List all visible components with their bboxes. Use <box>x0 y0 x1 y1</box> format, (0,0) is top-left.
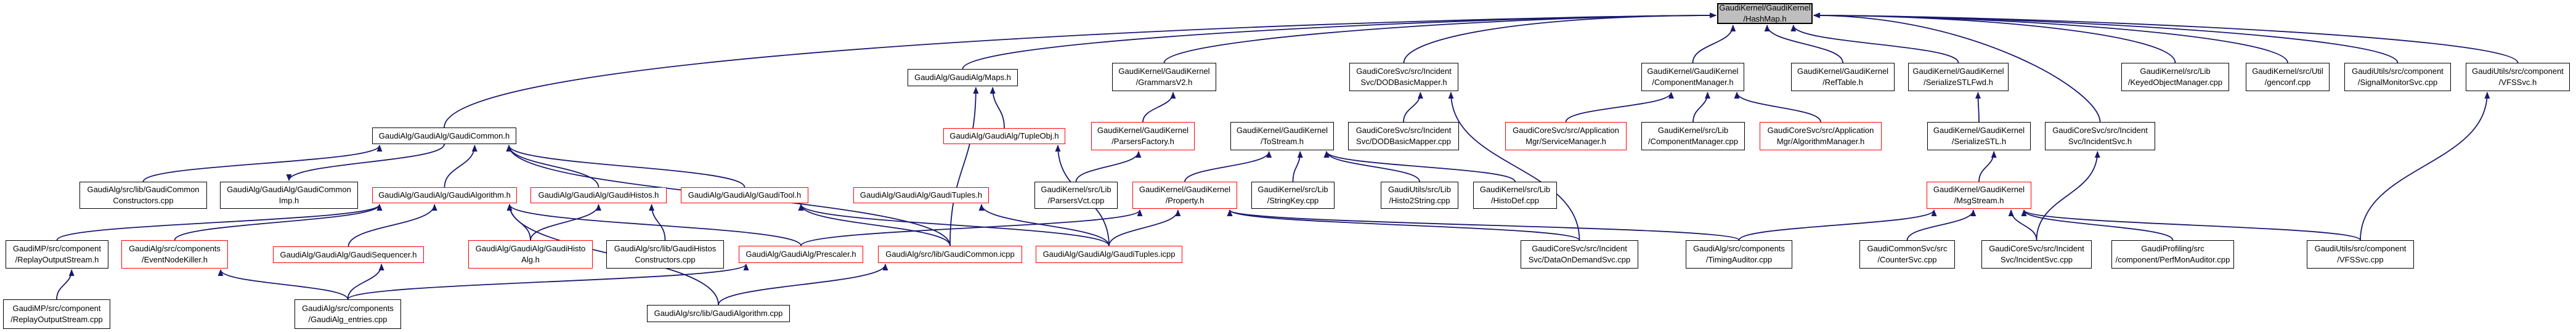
graph-node-label: /ReplayOutputStream.h <box>15 255 99 264</box>
graph-node-label: GaudiAlg/GaudiAlg/GaudiCommon.h <box>378 131 510 140</box>
edge-property_h-to-tostream_h <box>1185 152 1269 182</box>
graph-node-label: /VFSSvc.cpp <box>2337 255 2384 264</box>
graph-node-eventnodekiller_h[interactable] <box>121 240 228 269</box>
edge-prescaler_h-to-property_h <box>801 210 1140 246</box>
graph-node-label: /CounterSvc.cpp <box>1877 255 1937 264</box>
graph-node-label: Svc/DODBasicMapper.cpp <box>1356 137 1451 146</box>
graph-node-label: GaudiCoreSvc/src/Incident <box>1356 67 1452 76</box>
graph-node-label: Svc/IncidentSvc.cpp <box>2000 255 2073 264</box>
graph-node-label: /GaudiAlg_entries.cpp <box>308 315 388 324</box>
edge-maps_h-to-hashmap <box>963 15 1717 69</box>
graph-node-label: Alg.h <box>521 255 540 264</box>
edge-vfssvc_cpp-to-vfssvc_h <box>2360 92 2487 240</box>
graph-node-label: GaudiKernel/src/Lib <box>2140 67 2211 76</box>
graph-node-gaudicommon_icpp[interactable] <box>878 246 1022 263</box>
edge-gaudituples_icpp-to-property_h <box>1109 210 1178 246</box>
edge-serializestl_h-to-serializestlfwd_h <box>1978 92 1979 122</box>
graph-node-label: GaudiKernel/src/Lib <box>1258 185 1328 194</box>
graph-node-maps_h[interactable] <box>908 69 1018 86</box>
graph-node-label: /Property.h <box>1165 196 1205 205</box>
graph-node-label: GaudiKernel/GaudiKernel <box>1139 185 1231 194</box>
graph-node-label: Mgr/ServiceManager.h <box>1526 137 1606 146</box>
graph-node-histodef_cpp[interactable] <box>1473 182 1557 209</box>
graph-node-label: /HashMap.h <box>1743 14 1787 23</box>
graph-node-label: Constructors.cpp <box>113 196 174 205</box>
graph-node-label: GaudiAlg/GaudiAlg/GaudiTuples.h <box>859 190 983 200</box>
graph-node-label: GaudiKernel/GaudiKernel <box>1719 3 1811 12</box>
graph-node-label: GaudiKernel/GaudiKernel <box>1097 126 1189 135</box>
graph-node-servicemanager_h[interactable] <box>1505 122 1627 150</box>
edge-gaudituples_icpp-to-gaudituples_h <box>981 204 1109 246</box>
graph-node-replayoutputstream_cpp[interactable] <box>3 299 110 329</box>
graph-node-gaudialgorithm_h[interactable] <box>372 187 517 203</box>
graph-node-label: GaudiAlg/src/components <box>1693 244 1785 253</box>
graph-node-hashmap[interactable] <box>1717 3 1813 24</box>
graph-node-dataondemandsvc_cpp[interactable] <box>1521 240 1638 269</box>
graph-node-label: Svc/DataOnDemandSvc.cpp <box>1528 255 1631 264</box>
graph-node-parsersfactory_h[interactable] <box>1091 122 1195 150</box>
edge-genconf_cpp-to-hashmap <box>1814 15 2288 63</box>
graph-node-gaudituples_icpp[interactable] <box>1036 246 1182 263</box>
graph-node-tupleobj_h[interactable] <box>943 128 1065 144</box>
graph-node-label: /StringKey.cpp <box>1267 196 1319 205</box>
graph-node-label: /GrammarsV2.h <box>1136 78 1193 87</box>
graph-node-label: GaudiKernel/GaudiKernel <box>1912 67 2004 76</box>
graph-node-label: /VFSSvc.h <box>2498 78 2537 87</box>
graph-node-countersvc_cpp[interactable] <box>1859 240 1955 269</box>
graph-node-gaudicommonconstructors_cpp[interactable] <box>79 182 207 209</box>
graph-node-label: GaudiProfiling/src <box>2141 244 2204 253</box>
graph-node-label: Mgr/AlgorithmManager.h <box>1776 137 1865 146</box>
edge-componentmanager_cpp-to-componentmanager_h <box>1693 92 1708 122</box>
edge-gaudialg_entries_cpp-to-eventnodekiller_h <box>221 270 348 299</box>
graph-node-label: GaudiKernel/GaudiKernel <box>1118 67 1210 76</box>
edge-dodbasicmapper_cpp-to-dodbasicmapper_h <box>1404 92 1420 122</box>
edge-tupleobj_h-to-maps_h <box>993 87 1004 128</box>
edge-eventnodekiller_h-to-gaudialgorithm_h <box>175 204 380 240</box>
graph-node-label: Constructors.cpp <box>635 255 696 264</box>
graph-node-serializestlfwd_h[interactable] <box>1908 63 2009 91</box>
graph-node-label: GaudiCoreSvc/src/Application <box>1767 126 1874 135</box>
graph-node-componentmanager_h[interactable] <box>1641 63 1744 91</box>
graph-node-tostream_h[interactable] <box>1230 122 1334 150</box>
graph-node-label: GaudiUtils/src/component <box>2472 67 2564 76</box>
edge-histodef_cpp-to-tostream_h <box>1327 152 1515 182</box>
edge-incidentsvc_cpp-to-incidentsvc_h <box>2037 152 2098 240</box>
edge-reftable_h-to-hashmap <box>1767 25 1843 63</box>
graph-node-label: GaudiKernel/GaudiKernel <box>1236 126 1328 135</box>
graph-node-incidentsvc_cpp[interactable] <box>1981 240 2092 269</box>
graph-node-label: /MsgStream.h <box>1954 196 2004 205</box>
graph-node-gauditool_h[interactable] <box>681 187 808 203</box>
graph-node-label: /genconf.cpp <box>2264 78 2311 87</box>
edge-gaudialgorithm_h-to-gaudicommon_h <box>445 145 475 187</box>
graph-node-stringkey_cpp[interactable] <box>1251 182 1335 209</box>
graph-node-label: /ComponentManager.h <box>1652 78 1734 87</box>
graph-node-label: GaudiAlg/GaudiAlg/GaudiHistos.h <box>538 190 659 200</box>
graph-node-label: /ParsersVct.cpp <box>1047 196 1105 205</box>
graph-node-label: GaudiKernel/GaudiKernel <box>1647 67 1739 76</box>
edge-serializestlfwd_h-to-hashmap <box>1794 25 1959 63</box>
graph-node-label: GaudiCoreSvc/src/Incident <box>1532 244 1627 253</box>
graph-node-label: GaudiKernel/GaudiKernel <box>1933 126 2025 135</box>
graph-node-vfssvc_cpp[interactable] <box>2307 240 2414 269</box>
graph-node-label: GaudiAlg/GaudiAlg/Maps.h <box>914 73 1011 82</box>
graph-node-label: GaudiKernel/src/Util <box>2252 67 2323 76</box>
graph-node-label: GaudiKernel/GaudiKernel <box>1797 67 1889 76</box>
graph-node-label: GaudiUtils/src/Lib <box>1388 185 1451 194</box>
graph-node-label: GaudiKernel/src/Lib <box>1657 126 1729 135</box>
graph-node-label: /Histo2String.cpp <box>1389 196 1450 205</box>
graph-node-label: /SerializeSTL.h <box>1951 137 2007 146</box>
graph-node-reftable_h[interactable] <box>1791 63 1895 91</box>
graph-node-dodbasicmapper_cpp[interactable] <box>1348 122 1459 150</box>
graph-node-label: GaudiAlg/src/lib/GaudiCommon <box>87 185 200 194</box>
graph-node-gaudihistosconstructors_cpp[interactable] <box>606 240 724 269</box>
edge-gaudihistosconstructors_cpp-to-gaudihistos_h <box>652 204 665 240</box>
graph-node-label: /HistoDef.cpp <box>1490 196 1540 205</box>
graph-node-componentmanager_cpp[interactable] <box>1641 122 1745 150</box>
graph-node-label: /ComponentManager.cpp <box>1648 137 1738 146</box>
edge-keyedobjectmanager_cpp-to-hashmap <box>1814 15 2176 63</box>
graph-node-label: GaudiAlg/GaudiAlg/GaudiAlgorithm.h <box>378 190 511 200</box>
edge-incidentsvc_cpp-to-msgstream_h <box>2011 210 2036 240</box>
edge-gauditool_h-to-gaudicommon_h <box>509 145 745 187</box>
graph-node-prescaler_h[interactable] <box>739 246 863 263</box>
graph-node-gaudicommon_h[interactable] <box>372 128 516 144</box>
edge-gaudicommon_h-to-gaudicommonimp_h <box>289 144 444 180</box>
graph-node-label: GaudiUtils/src/component <box>2314 244 2407 253</box>
graph-node-gaudituples_h[interactable] <box>853 187 989 203</box>
graph-node-replayoutputstream_h[interactable] <box>6 240 108 269</box>
graph-node-signalmonitorsvc_cpp[interactable] <box>2344 63 2451 91</box>
edge-histo2string_cpp-to-tostream_h <box>1327 152 1420 182</box>
graph-node-label: GaudiUtils/src/component <box>2352 67 2444 76</box>
graph-node-label: GaudiAlg/GaudiAlg/GaudiCommon <box>227 185 351 194</box>
edge-gaudicommon_icpp-to-maps_h <box>950 87 976 246</box>
graph-node-label: GaudiAlg/GaudiAlg/GaudiTuples.icpp <box>1042 249 1176 259</box>
edge-gaudihistos_h-to-gaudicommon_h <box>509 145 599 187</box>
graph-node-label: /SerializeSTLFwd.h <box>1924 78 1993 87</box>
graph-node-serializestl_h[interactable] <box>1927 122 2031 150</box>
edge-gaudihistoalg_h-to-gaudihistos_h <box>530 204 599 240</box>
graph-node-gaudisequencer_h[interactable] <box>273 246 424 263</box>
graph-node-label: /EventNodeKiller.h <box>142 255 208 264</box>
edge-stringkey_cpp-to-tostream_h <box>1293 152 1301 182</box>
edge-replayoutputstream_cpp-to-replayoutputstream_h <box>57 270 71 299</box>
graph-node-property_h[interactable] <box>1132 182 1237 209</box>
graph-node-label: GaudiCoreSvc/src/Application <box>1513 126 1619 135</box>
graph-node-gaudialgorithm_cpp[interactable] <box>647 305 790 322</box>
graph-node-parsersvct_cpp[interactable] <box>1034 182 1118 209</box>
graph-node-label: Imp.h <box>278 196 299 205</box>
graph-node-incidentsvc_h[interactable] <box>2045 122 2155 150</box>
edge-vfssvc_h-to-hashmap <box>1814 15 2518 63</box>
graph-node-gaudialg_entries_cpp[interactable] <box>295 299 401 329</box>
graph-node-label: GaudiCoreSvc/src/Incident <box>1989 244 2084 253</box>
graph-node-dodbasicmapper_h[interactable] <box>1349 63 1458 91</box>
edge-timingauditor_cpp-to-msgstream_h <box>1739 210 1935 240</box>
edge-gaudialgorithm_cpp-to-gaudicommon_icpp <box>718 264 885 305</box>
graph-node-timingauditor_cpp[interactable] <box>1686 240 1792 269</box>
graph-node-label: GaudiAlg/src/components <box>129 244 221 253</box>
graph-node-label: GaudiAlg/GaudiAlg/Prescaler.h <box>746 249 856 259</box>
graph-node-label: /SignalMonitorSvc.cpp <box>2357 78 2438 87</box>
graph-node-gaudihistos_h[interactable] <box>530 187 667 203</box>
edge-dodbasicmapper_h-to-hashmap <box>1404 15 1717 63</box>
edge-gaudicommonconstructors_cpp-to-gaudicommon_h <box>144 145 380 182</box>
graph-node-label: GaudiMP/src/component <box>12 244 102 253</box>
graph-node-gaudihistoalg_h[interactable] <box>468 240 593 269</box>
graph-node-label: GaudiAlg/GaudiAlg/GaudiTool.h <box>688 190 802 200</box>
edge-vfssvc_cpp-to-msgstream_h <box>2024 210 2360 240</box>
edge-replayoutputstream_h-to-gaudialgorithm_h <box>57 204 380 240</box>
edge-dataondemandsvc_cpp-to-property_h <box>1230 210 1580 240</box>
graph-node-msgstream_h[interactable] <box>1927 182 2031 209</box>
graph-node-label: /component/PerfMonAuditor.cpp <box>2115 255 2230 264</box>
graph-node-label: /RefTable.h <box>1822 78 1863 87</box>
edge-gaudicommon_h-to-hashmap <box>444 15 1716 128</box>
graph-node-label: GaudiKernel/GaudiKernel <box>1933 185 2025 194</box>
edge-componentmanager_h-to-hashmap <box>1693 25 1733 63</box>
graph-node-label: GaudiAlg/src/lib/GaudiCommon.icpp <box>885 249 1015 259</box>
graph-node-label: GaudiCommonSvc/src <box>1867 244 1948 253</box>
graph-node-label: GaudiCoreSvc/src/Incident <box>1355 126 1452 135</box>
edge-timingauditor_cpp-to-property_h <box>1230 210 1739 240</box>
graph-node-label: GaudiAlg/GaudiAlg/TupleObj.h <box>949 131 1059 140</box>
graph-node-label: GaudiAlg/GaudiAlg/GaudiSequencer.h <box>280 249 417 259</box>
graph-node-label: /KeyedObjectManager.cpp <box>2127 78 2223 87</box>
edge-perfmonauditor_cpp-to-msgstream_h <box>2024 210 2173 240</box>
edge-countersvc_cpp-to-msgstream_h <box>1908 210 1973 240</box>
graph-node-label: GaudiKernel/src/Lib <box>1041 185 1111 194</box>
edge-gaudicommon_icpp-to-gauditool_h <box>801 204 950 246</box>
edge-parsersvct_cpp-to-parsersfactory_h <box>1076 152 1139 182</box>
graph-node-grammarsv2_h[interactable] <box>1112 63 1216 91</box>
graph-node-label: GaudiAlg/GaudiAlg/GaudiHisto <box>475 244 586 253</box>
edge-dataondemandsvc_cpp-to-dodbasicmapper_h <box>1451 92 1580 240</box>
graph-node-label: GaudiAlg/src/lib/GaudiHistos <box>614 244 717 253</box>
graph-node-label: GaudiAlg/src/components <box>302 304 394 313</box>
edge-parsersfactory_h-to-grammarsv2_h <box>1143 92 1173 122</box>
graph-node-label: GaudiKernel/src/Lib <box>1479 185 1551 194</box>
graph-node-label: GaudiMP/src/component <box>12 304 101 313</box>
graph-node-histo2string_cpp[interactable] <box>1381 182 1458 209</box>
graph-node-label: /ReplayOutputStream.cpp <box>10 315 103 324</box>
graph-node-gaudicommonimp_h[interactable] <box>220 182 358 209</box>
graph-node-keyedobjectmanager_cpp[interactable] <box>2121 63 2229 91</box>
graph-node-label: Svc/DODBasicMapper.h <box>1360 78 1447 87</box>
graph-node-label: GaudiCoreSvc/src/Incident <box>2052 126 2148 135</box>
graph-node-perfmonauditor_cpp[interactable] <box>2111 240 2234 269</box>
edge-algorithmmanager_h-to-componentmanager_h <box>1737 92 1821 122</box>
edge-msgstream_h-to-serializestl_h <box>1979 152 1994 182</box>
edge-gaudialg_entries_cpp-to-gaudisequencer_h <box>348 264 382 299</box>
graph-node-label: GaudiAlg/src/lib/GaudiAlgorithm.cpp <box>654 309 783 318</box>
edge-servicemanager_h-to-componentmanager_h <box>1566 92 1672 122</box>
graph-node-label: /ToStream.h <box>1260 137 1304 146</box>
edge-gaudialg_entries_cpp-to-prescaler_h <box>348 264 747 299</box>
graph-node-vfssvc_h[interactable] <box>2466 63 2570 91</box>
graph-node-label: Svc/IncidentSvc.h <box>2068 137 2132 146</box>
graph-node-label: /ParsersFactory.h <box>1111 137 1174 146</box>
graph-node-label: /TimingAuditor.cpp <box>1705 255 1773 264</box>
graph-node-genconf_cpp[interactable] <box>2246 63 2330 91</box>
graph-node-algorithmmanager_h[interactable] <box>1760 122 1882 150</box>
